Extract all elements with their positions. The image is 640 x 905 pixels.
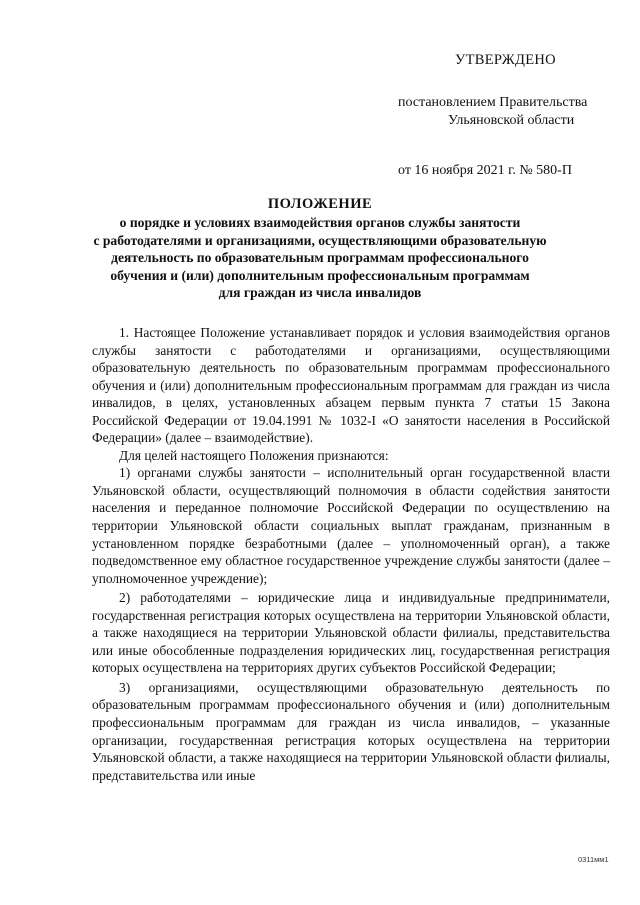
decree-line-1: постановлением Правительства — [398, 95, 588, 110]
paragraph-item-3: 3) организациями, осуществляющими образовательную деятельность по образовательным программам профессионального обучения и (или) дополнительным профессиональным программам для граждан из числа инвалидов, – указанные организации, государственная регистрация которых осуществлена на территории Ульяновской области, а также находящиеся на территории Ульяновской области филиалы, представительства или иные — [92, 679, 610, 783]
footer-code: 0311мм1 — [578, 855, 609, 864]
subtitle-line: с работодателями и организациями, осуществляющими образовательную — [93, 232, 547, 248]
paragraph-intro: Для целей настоящего Положения признаются: — [119, 447, 389, 463]
decree-line-2: Ульяновской области — [448, 113, 575, 128]
document-subtitle — [80, 214, 560, 302]
approved-stamp: УТВЕРЖДЕНО — [455, 52, 556, 68]
paragraph-1: 1. Настоящее Положение устанавливает порядок и условия взаимодействия органов службы занятости с работодателями и организациями, осуществляющими образовательную деятельность по образовательным программам профессионального обучения и (или) дополнительным профессиональным программам для граждан из числа инвалидов, в целях, установленных абзацем первым пункта 7 статьи 15 Закона Российской Федерации от 19.04.1991 № 1032-I «О занятости населения в Российской Федерации» (далее – взаимодействие). — [92, 325, 610, 446]
subtitle-line: деятельность по образовательным программам профессионального — [111, 250, 529, 266]
subtitle-line: о порядке и условиях взаимодействия органов службы занятости — [119, 215, 521, 230]
decree-date: от 16 ноября 2021 г. № 580-П — [398, 163, 572, 178]
paragraph-item-2: 2) работодателями – юридические лица и индивидуальные предприниматели, государственная регистрация которых осуществлена на территории Ульяновской области, а также находящиеся на территории Ульяновской области филиалы, представительства или иные обособленные подразделения юридических лиц, государственная регистрация которых осуществлена на территориях других субъектов Российской Федерации; — [92, 590, 610, 676]
document-body — [92, 324, 610, 784]
document-title: ПОЛОЖЕНИЕ — [267, 196, 373, 212]
subtitle-line: обучения и (или) дополнительным профессиональным программам — [110, 267, 530, 283]
subtitle-line: для граждан из числа инвалидов — [218, 285, 422, 301]
paragraph-item-1: 1) органами службы занятости – исполнительный орган государственной власти Ульяновской области, осуществляющий полномочия в области содействия занятости населения и переданное полномочие Российской Федерации по осуществлению на территории Ульяновской области социальных выплат гражданам, признанным в установленном порядке безработными (далее – уполномоченный орган), а также подведомственное ему областное государственное учреждение службы занятости (далее – уполномоченное учреждение); — [92, 465, 610, 586]
